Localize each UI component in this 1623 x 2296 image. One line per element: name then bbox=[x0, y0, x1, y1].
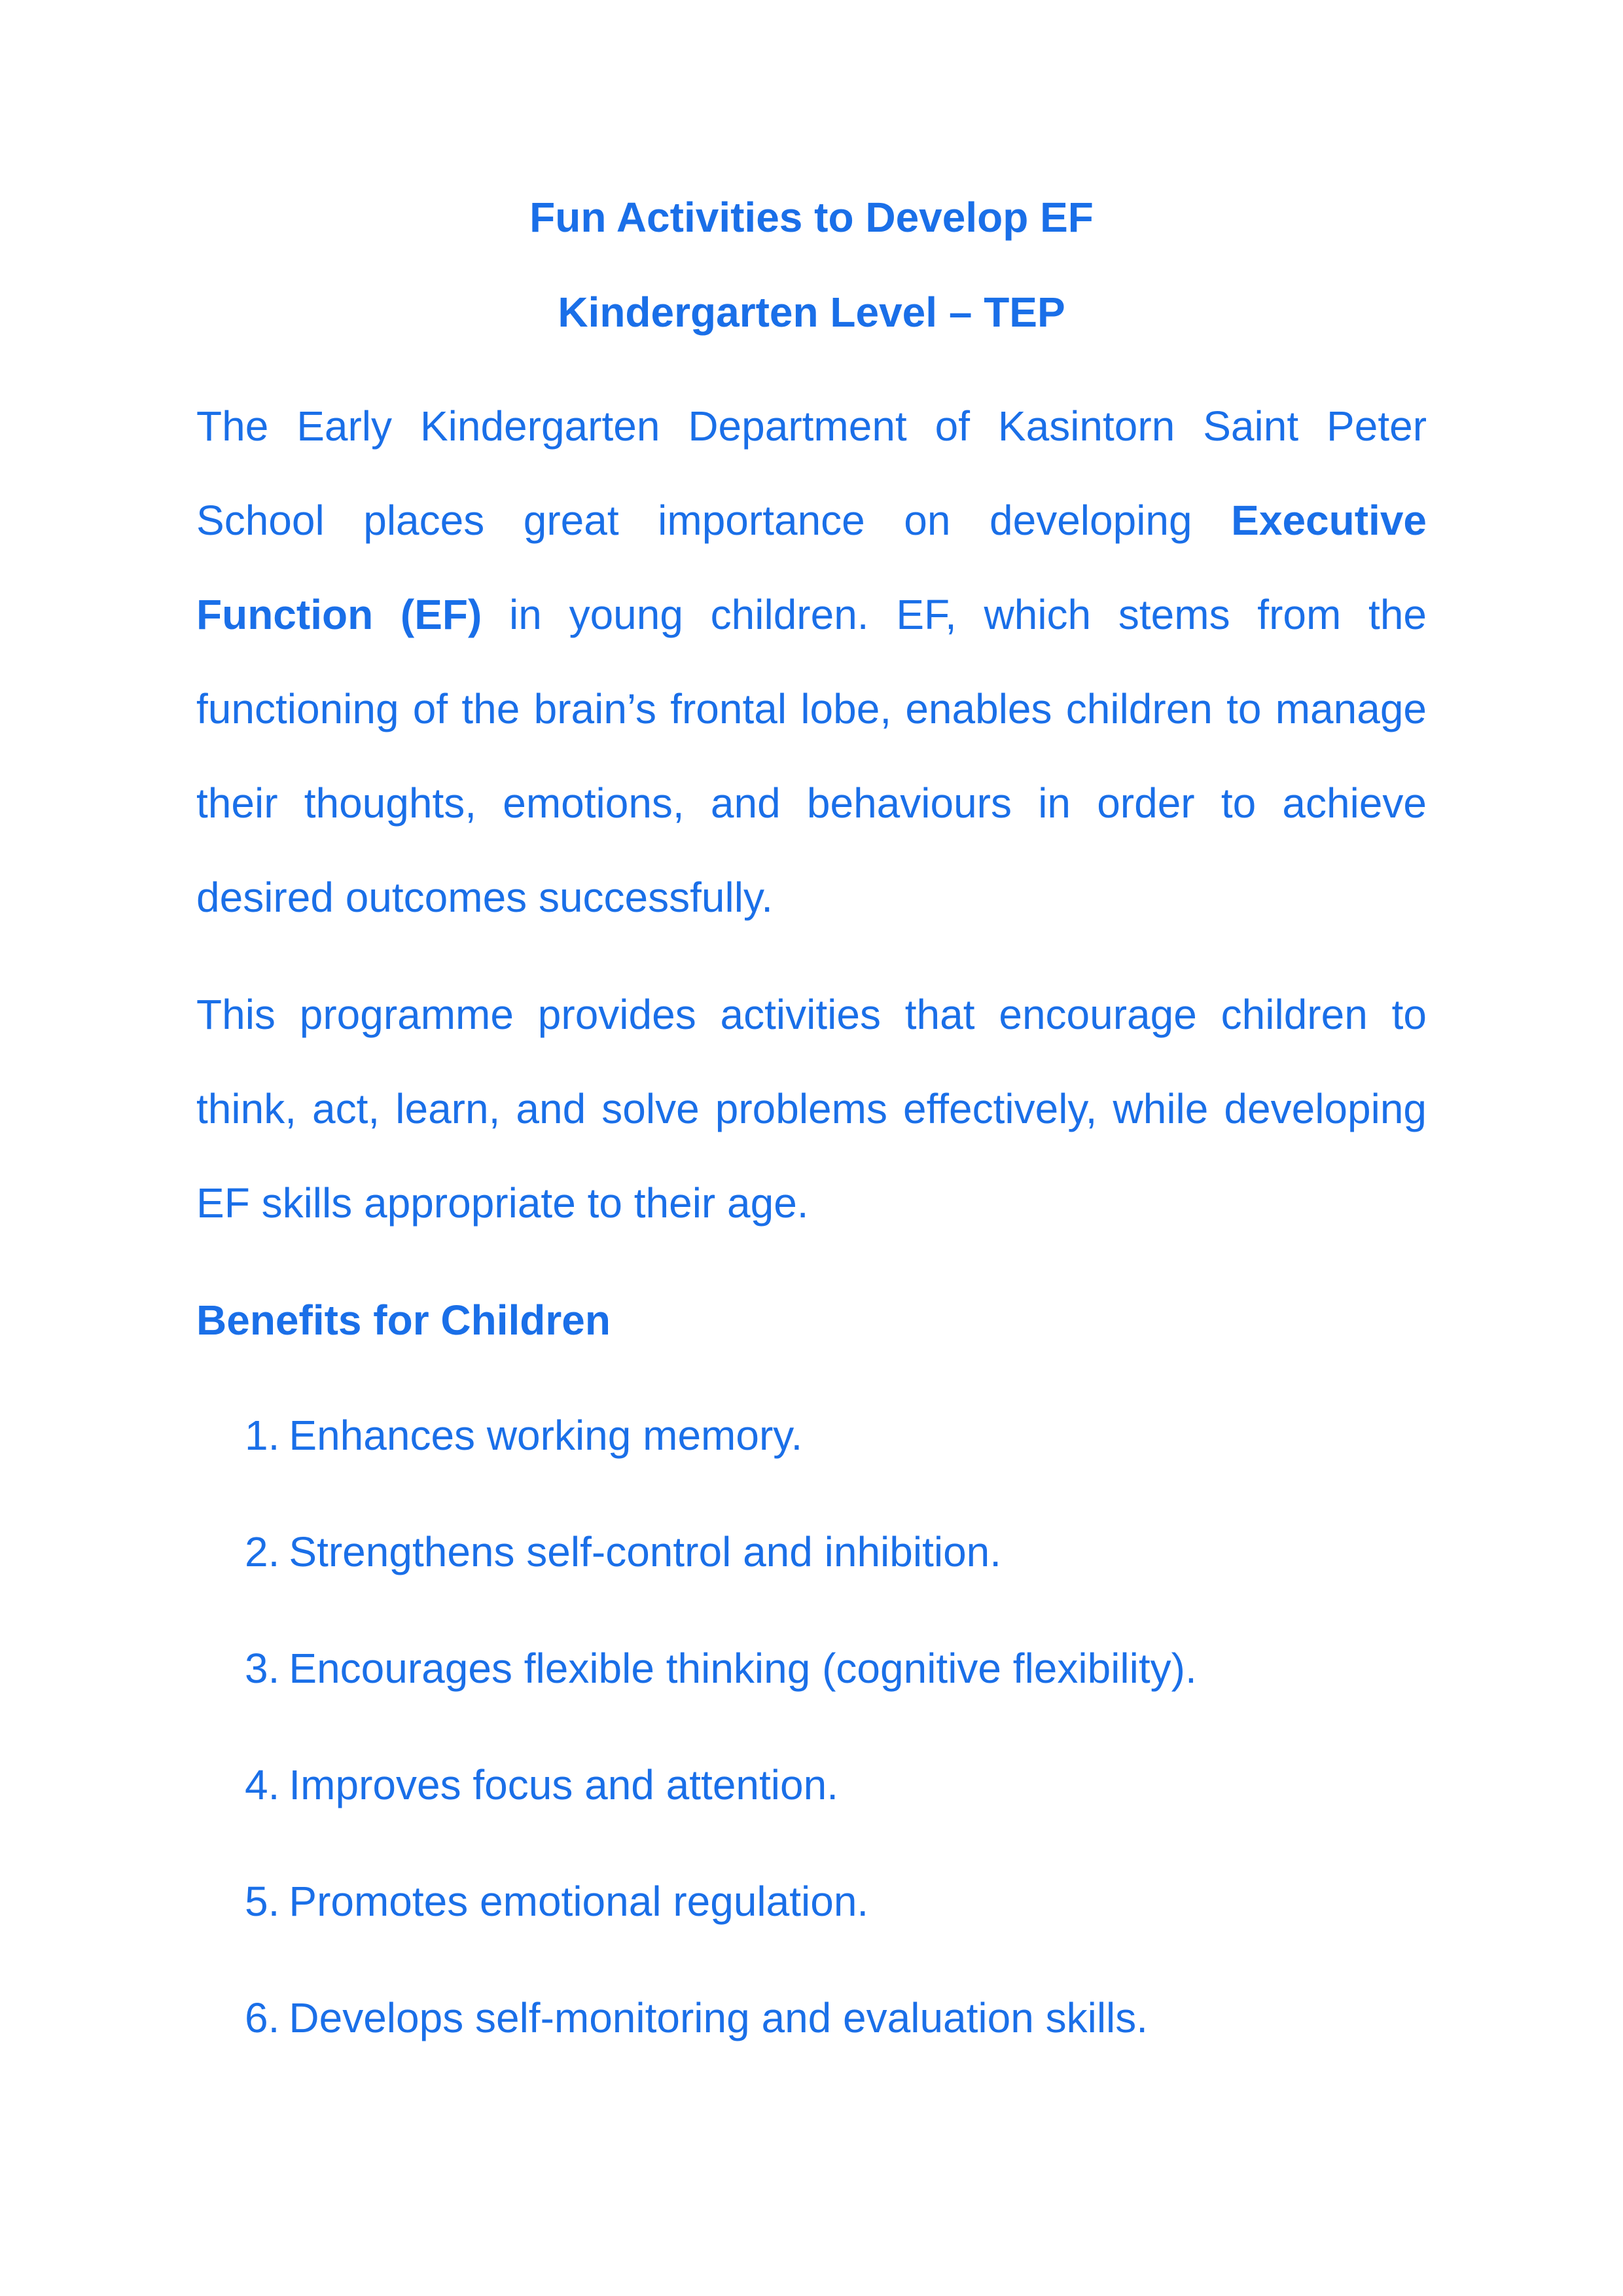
list-item-number: 3. bbox=[245, 1645, 280, 1692]
list-item-number: 6. bbox=[245, 1994, 280, 2041]
list-item bbox=[245, 1738, 1427, 1832]
list-item-text: Enhances working memory. bbox=[289, 1412, 803, 1459]
list-item bbox=[245, 1854, 1427, 1948]
document-subtitle: Kindergarten Level – TEP bbox=[558, 289, 1065, 336]
list-item bbox=[245, 1621, 1427, 1715]
document-page bbox=[196, 196, 1427, 2087]
executive-function-term: Executive Function (EF) bbox=[196, 497, 1427, 638]
list-item-number: 4. bbox=[245, 1761, 280, 1808]
intro-lead: The Early Kindergarten Department of Kasintorn Saint Peter School places great importance on developing bbox=[196, 403, 1427, 544]
list-item-number: 5. bbox=[245, 1878, 280, 1925]
list-item-text: Strengthens self-control and inhibition. bbox=[289, 1528, 1002, 1575]
benefits-list bbox=[196, 1388, 1427, 2065]
document-title: Fun Activities to Develop EF bbox=[529, 194, 1094, 241]
list-item-text: Improves focus and attention. bbox=[289, 1761, 838, 1808]
list-item-text: Develops self-monitoring and evaluation skills. bbox=[289, 1994, 1149, 2041]
intro-paragraph bbox=[196, 379, 1427, 944]
list-item bbox=[245, 1505, 1427, 1599]
list-item bbox=[245, 1971, 1427, 2065]
intro-tail: in young children. EF, which stems from the functioning of the brain’s frontal lobe, enables children to manage their thoughts, emotions, and behaviours in order to achieve desired outcomes successfully. bbox=[196, 591, 1427, 921]
benefits-heading: Benefits for Children bbox=[196, 1297, 611, 1344]
programme-paragraph: This programme provides activities that encourage children to think, act, learn, and solve problems effectively, while developing EF skills appropriate to their age. bbox=[196, 991, 1427, 1227]
list-item-number: 1. bbox=[245, 1412, 280, 1459]
list-item-text: Encourages flexible thinking (cognitive flexibility). bbox=[289, 1645, 1197, 1692]
list-item bbox=[245, 1388, 1427, 1482]
list-item-number: 2. bbox=[245, 1528, 280, 1575]
list-item-text: Promotes emotional regulation. bbox=[289, 1878, 869, 1925]
